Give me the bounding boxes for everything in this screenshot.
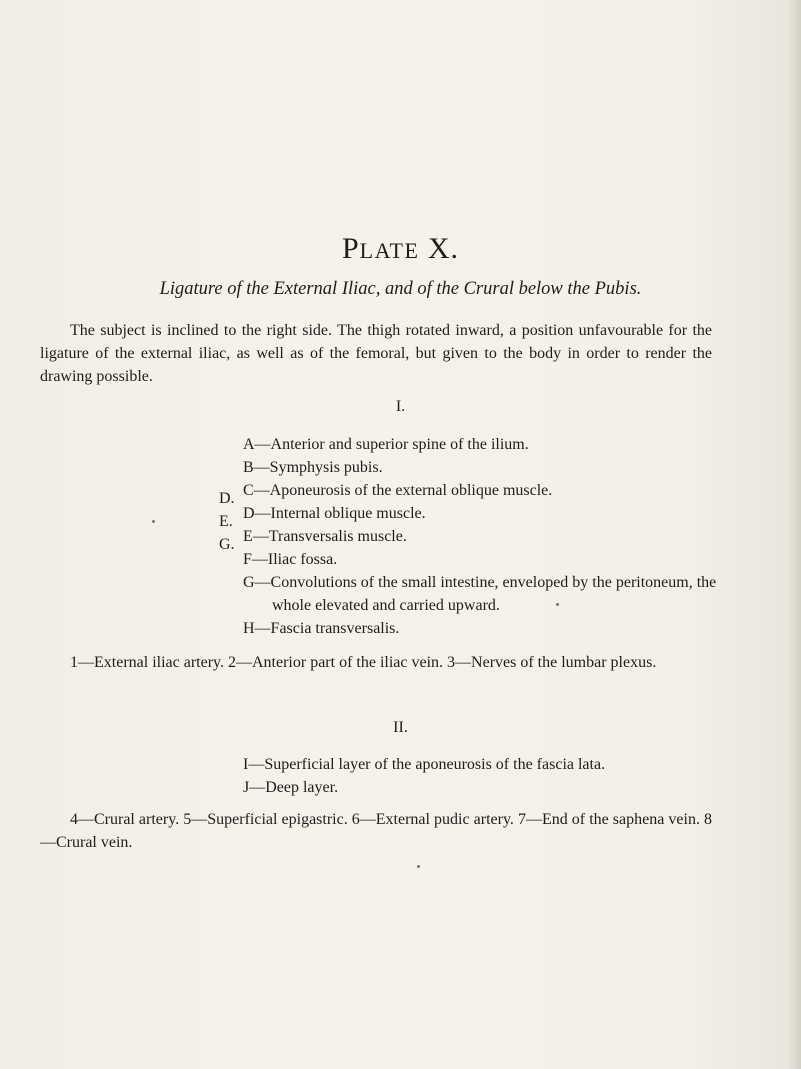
intro-paragraph: The subject is inclined to the right side. The thigh rotated inward, a position unfavourable for the ligature of the external iliac, as well as of the femoral, but given to the body in order to render the drawing possible. — [40, 322, 712, 385]
print-speck — [152, 520, 155, 523]
legend-margin-d: D. — [219, 490, 235, 507]
legend-item-e: E—Transversalis muscle. — [243, 528, 407, 545]
title-numeral: X. — [427, 232, 460, 265]
section-2-numbers: 4—Crural artery. 5—Superficial epigastric. 6—External pudic artery. 7—End of the saphena vein. 8—Crural vein. — [40, 811, 712, 851]
plate-subtitle: Ligature of the External Iliac, and of the Crural below the Pubis. — [159, 279, 642, 299]
print-speck — [556, 603, 559, 606]
legend-margin-e: E. — [219, 513, 233, 530]
section-1-numeral: I. — [395, 398, 406, 415]
legend-item-j: J—Deep layer. — [243, 779, 339, 796]
legend-item-f: F—Iliac fossa. — [243, 551, 338, 568]
legend-margin-g: G. — [219, 536, 235, 553]
page-edge-shadow — [787, 0, 801, 1069]
legend-item-a: A—Anterior and superior spine of the ilium. — [243, 436, 529, 453]
legend-item-c: C—Aponeurosis of the external oblique muscle. — [243, 482, 553, 499]
legend-item-d: D—Internal oblique muscle. — [243, 505, 426, 522]
legend-item-b: B—Symphysis pubis. — [243, 459, 383, 476]
legend-item-g: G—Convolutions of the small intestine, enveloped by the peritoneum, the — [243, 574, 717, 591]
title-smallcaps: LATE — [359, 238, 420, 263]
section-1-numbers: 1—External iliac artery. 2—Anterior part of the iliac vein. 3—Nerves of the lumbar plexus. — [70, 654, 657, 671]
legend-item-h: H—Fascia transversalis. — [243, 620, 400, 637]
section-2-numeral: II. — [393, 719, 408, 736]
legend-item-g-continued: whole elevated and carried upward. — [272, 597, 500, 614]
plate-title — [0, 232, 801, 266]
print-speck — [417, 865, 420, 868]
title-initial: P — [341, 232, 360, 265]
legend-item-i: I—Superficial layer of the aponeurosis of the fascia lata. — [243, 756, 606, 773]
